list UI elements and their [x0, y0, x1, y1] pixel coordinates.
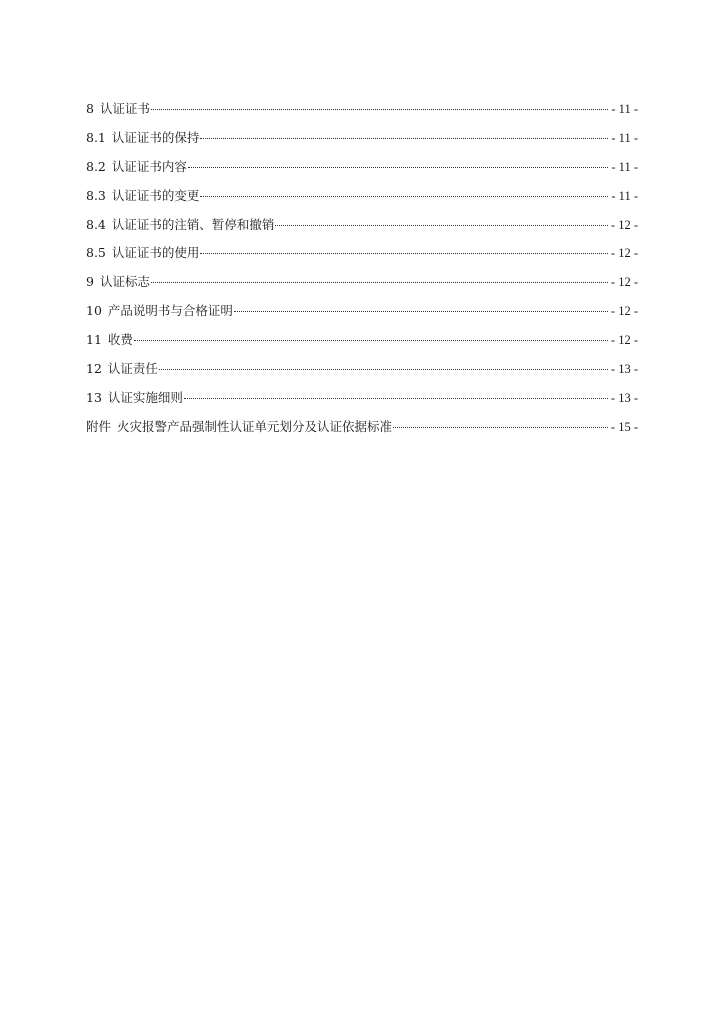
- toc-entry-appendix[interactable]: [86, 417, 638, 446]
- toc-entry-title: 认证证书内容: [111, 158, 187, 174]
- toc-dot-leader: [200, 196, 608, 197]
- toc-entry-13[interactable]: [86, 388, 638, 417]
- toc-entry-title: 认证实施细则: [107, 389, 183, 405]
- toc-entry-number: 9: [86, 274, 94, 290]
- toc-entry-number: 附件: [86, 418, 112, 434]
- toc-dot-leader: [151, 109, 608, 110]
- toc-entry-10[interactable]: [86, 301, 638, 330]
- toc-entry-page: - 12 -: [610, 275, 638, 290]
- toc-entry-number: 10: [86, 303, 102, 319]
- toc-dot-leader: [134, 340, 608, 341]
- table-of-contents: [86, 99, 638, 446]
- toc-dot-leader: [275, 225, 608, 226]
- toc-entry-page: - 12 -: [610, 246, 638, 261]
- toc-entry-page: - 12 -: [610, 217, 638, 232]
- toc-entry-number: 8.1: [86, 129, 106, 145]
- toc-entry-8-1[interactable]: [86, 128, 638, 157]
- toc-entry-8[interactable]: [86, 99, 638, 128]
- toc-entry-number: 11: [86, 332, 102, 348]
- toc-entry-number: 8.5: [86, 245, 106, 261]
- toc-dot-leader: [159, 369, 608, 370]
- toc-entry-page: - 13 -: [610, 362, 638, 377]
- toc-entry-title: 认证责任: [107, 361, 158, 377]
- toc-entry-number: 8.4: [86, 216, 106, 232]
- toc-entry-title: 认证证书的保持: [111, 129, 200, 145]
- toc-entry-title: 收费: [107, 332, 133, 348]
- toc-entry-title: 产品说明书与合格证明: [107, 303, 233, 319]
- toc-entry-number: 12: [86, 361, 102, 377]
- toc-entry-title: 认证证书的变更: [111, 187, 200, 203]
- toc-entry-page: - 12 -: [610, 304, 638, 319]
- toc-dot-leader: [234, 311, 608, 312]
- toc-entry-8-5[interactable]: [86, 243, 638, 272]
- toc-entry-9[interactable]: [86, 272, 638, 301]
- toc-entry-page: - 11 -: [611, 130, 638, 145]
- toc-entry-11[interactable]: [86, 330, 638, 359]
- toc-dot-leader: [200, 253, 608, 254]
- toc-entry-title: 认证证书的注销、暂停和撤销: [111, 216, 275, 232]
- toc-entry-page: - 11 -: [611, 159, 638, 174]
- toc-entry-number: 8: [86, 101, 94, 116]
- toc-dot-leader: [184, 398, 608, 399]
- toc-entry-number: 8.3: [86, 187, 106, 203]
- toc-dot-leader: [151, 282, 608, 283]
- toc-entry-page: - 11 -: [611, 102, 638, 116]
- toc-entry-title: 认证证书的使用: [111, 245, 200, 261]
- toc-entry-title: 火灾报警产品强制性认证单元划分及认证依据标准: [117, 418, 393, 434]
- toc-dot-leader: [200, 138, 608, 139]
- toc-entry-page: - 13 -: [610, 390, 638, 405]
- toc-entry-title: 认证证书: [99, 101, 150, 116]
- toc-entry-12[interactable]: [86, 359, 638, 388]
- toc-entry-8-4[interactable]: [86, 215, 638, 244]
- toc-entry-number: 8.2: [86, 158, 106, 174]
- toc-entry-page: - 15 -: [610, 419, 638, 434]
- toc-dot-leader: [188, 167, 608, 168]
- toc-entry-page: - 11 -: [611, 188, 638, 203]
- toc-entry-8-2[interactable]: [86, 157, 638, 186]
- toc-entry-number: 13: [86, 389, 102, 405]
- toc-entry-8-3[interactable]: [86, 186, 638, 215]
- toc-entry-page: - 12 -: [610, 333, 638, 348]
- toc-dot-leader: [393, 427, 608, 428]
- toc-entry-title: 认证标志: [99, 274, 150, 290]
